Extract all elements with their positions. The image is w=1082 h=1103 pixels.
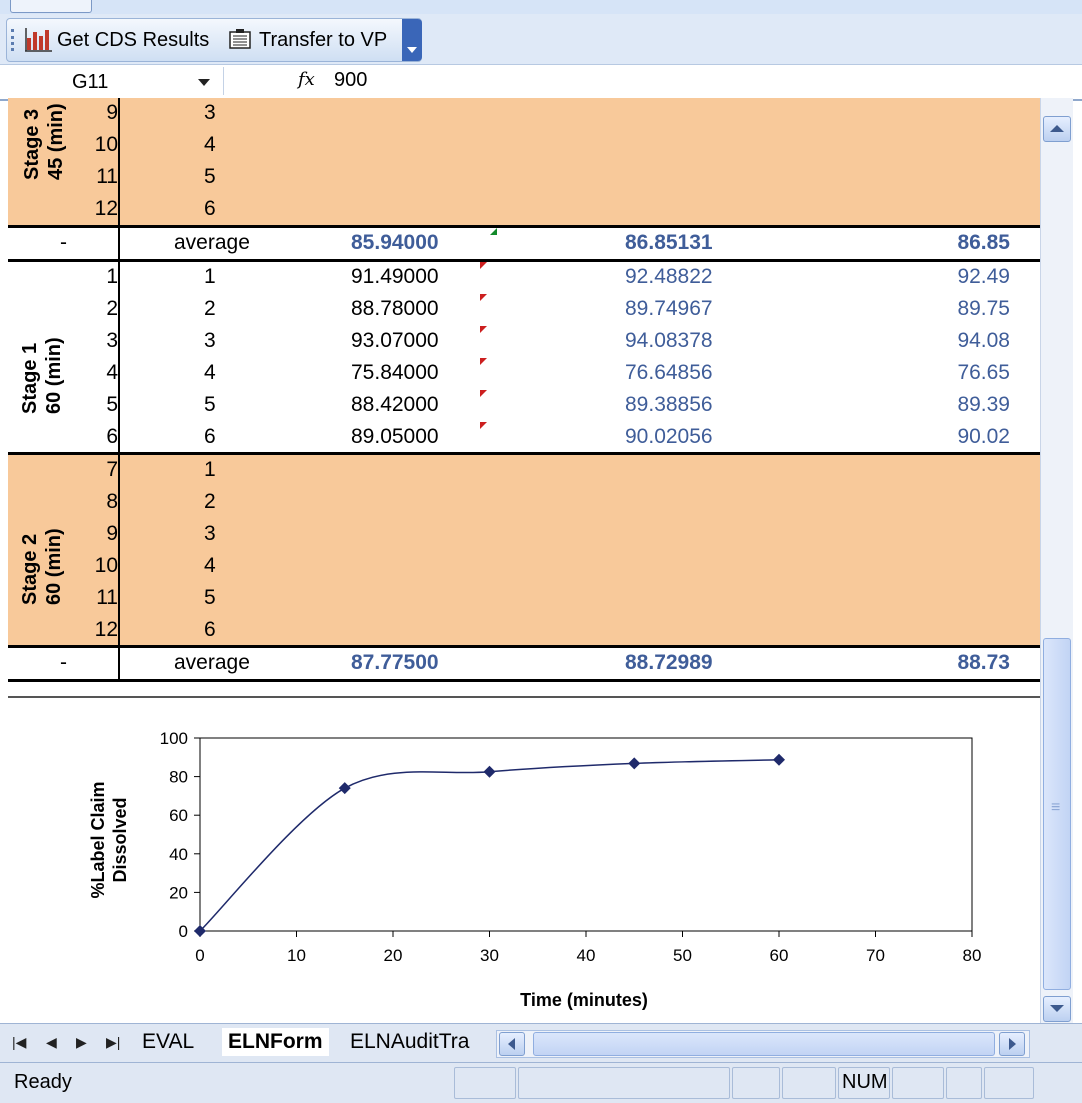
row-number: 10: [94, 133, 118, 156]
sheet-tab-bar: [0, 1023, 1082, 1062]
row-number: 1: [106, 265, 118, 288]
average-raw-value: 87.77500: [351, 651, 439, 674]
x-tick-label: 0: [195, 946, 205, 965]
table-row[interactable]: [8, 294, 1040, 326]
stage-45-label-line1: Stage 3: [21, 108, 43, 180]
y-tick-label: 20: [169, 883, 188, 903]
stage-1-block: [8, 262, 1040, 454]
average-rounded-value: 86.85: [957, 231, 1010, 254]
status-bar: [0, 1062, 1082, 1103]
status-pane: [732, 1067, 780, 1099]
average-label-cell: [8, 648, 120, 680]
horizontal-scroll-thumb[interactable]: [533, 1032, 995, 1056]
average-raw-value: 85.94000: [351, 231, 439, 254]
formula-bar: [0, 64, 1082, 101]
vertical-scroll-thumb[interactable]: [1043, 638, 1071, 990]
stage-1-label-line2: 60 (min): [43, 337, 65, 414]
row-number: 2: [106, 297, 118, 320]
plot-area: [200, 738, 972, 931]
row-number: 10: [94, 554, 118, 577]
vertical-scrollbar[interactable]: [1040, 98, 1073, 1023]
scroll-down-button[interactable]: [1043, 996, 1071, 1022]
vessel-number: 5: [204, 393, 216, 416]
get-cds-results-button[interactable]: [25, 25, 209, 55]
x-axis-ticks: [195, 931, 981, 965]
x-tick-label: 60: [769, 946, 789, 965]
raw-value: 91.49000: [351, 265, 439, 288]
bar-chart-icon: [25, 28, 53, 52]
vessel-number: 5: [204, 165, 216, 188]
status-pane: [454, 1067, 516, 1099]
table-row[interactable]: [8, 519, 1040, 551]
red-comment-flag-icon: [480, 390, 487, 397]
corrected-value: 89.38856: [625, 393, 713, 416]
vessel-number: 3: [204, 101, 216, 124]
stage-2-label-line2: 60 (min): [43, 528, 65, 605]
row-number: 8: [106, 490, 118, 513]
corrected-value: 92.48822: [625, 265, 713, 288]
row-number: 7: [106, 458, 118, 481]
custom-toolbar: [6, 18, 422, 62]
vessel-number: 1: [204, 458, 216, 481]
transfer-to-vp-button[interactable]: [227, 25, 387, 55]
row-number: 3: [106, 329, 118, 352]
rounded-value: 94.08: [957, 329, 1010, 352]
raw-value: 88.78000: [351, 297, 439, 320]
document-icon: [227, 28, 255, 52]
row-number: 5: [106, 393, 118, 416]
vessel-number: 2: [204, 297, 216, 320]
status-pane: [782, 1067, 836, 1099]
vessel-number: 6: [204, 425, 216, 448]
vessel-number: 1: [204, 265, 216, 288]
row-number: 4: [106, 361, 118, 384]
toolbar-options-chevron[interactable]: [402, 19, 422, 61]
average-corrected-value: 86.85131: [625, 231, 713, 254]
rounded-value: 89.75: [957, 297, 1010, 320]
num-lock-indicator: NUM: [842, 1071, 888, 1093]
raw-value: 88.42000: [351, 393, 439, 416]
y-axis-label-line2: Dissolved: [110, 797, 130, 883]
dissolution-chart[interactable]: [8, 700, 1040, 1022]
vessel-number: 6: [204, 197, 216, 220]
corrected-value: 90.02056: [625, 425, 713, 448]
get-cds-results-label: Get CDS Results: [57, 28, 210, 51]
function-icon[interactable]: fx: [298, 69, 315, 90]
toolbar-grip[interactable]: [11, 29, 17, 51]
formula-input[interactable]: 900: [334, 69, 368, 91]
vessel-number: 4: [204, 554, 216, 577]
x-tick-label: 30: [480, 946, 499, 965]
toolbar: [0, 14, 1082, 64]
scroll-left-button[interactable]: [499, 1032, 525, 1056]
table-row[interactable]: [8, 487, 1040, 519]
stage-45-block: [8, 98, 1040, 226]
y-tick-label: 100: [159, 729, 188, 748]
table-row[interactable]: [8, 422, 1040, 454]
stage-1-label-line1: Stage 1: [19, 342, 41, 414]
table-row[interactable]: [8, 194, 1040, 226]
vessel-number: 3: [204, 522, 216, 545]
y-tick-label: 60: [169, 806, 188, 826]
average-row[interactable]: [8, 648, 1040, 680]
status-pane: [984, 1067, 1034, 1099]
name-box[interactable]: [8, 67, 224, 95]
y-axis-label: [88, 781, 130, 898]
y-tick-label: 40: [169, 844, 188, 864]
chart-separator: [8, 696, 1040, 698]
red-comment-flag-icon: [480, 326, 487, 333]
raw-value: 93.07000: [351, 329, 439, 352]
red-comment-flag-icon: [480, 422, 487, 429]
rounded-value: 90.02: [957, 425, 1010, 448]
x-tick-label: 20: [383, 946, 403, 965]
worksheet-grid[interactable]: [8, 98, 1040, 688]
table-row[interactable]: [8, 262, 1040, 294]
rounded-value: 92.49: [957, 265, 1010, 288]
scroll-right-button[interactable]: [999, 1032, 1025, 1056]
corrected-value: 94.08378: [625, 329, 713, 352]
vessel-number: 6: [204, 618, 216, 641]
table-row[interactable]: [8, 162, 1040, 194]
x-axis-label: Time (minutes): [520, 990, 648, 1010]
stage-2-block: [8, 455, 1040, 647]
table-row[interactable]: [8, 390, 1040, 422]
x-tick-label: 10: [287, 946, 306, 965]
y-axis-ticks: [160, 729, 200, 941]
prev-sheet-icon[interactable]: ◀: [46, 1034, 57, 1050]
vessel-number: 4: [204, 361, 216, 384]
table-row[interactable]: [8, 551, 1040, 583]
next-sheet-icon[interactable]: ▶: [76, 1034, 87, 1050]
horizontal-scrollbar[interactable]: [496, 1030, 1030, 1058]
average-corrected-value: 88.72989: [625, 651, 713, 674]
status-ready: Ready: [14, 1071, 72, 1093]
last-sheet-icon[interactable]: ▶|: [106, 1034, 121, 1050]
tab-elnform[interactable]: ELNForm: [222, 1028, 329, 1056]
table-row[interactable]: [8, 358, 1040, 390]
row-number: 9: [106, 101, 118, 124]
average-label: average: [174, 651, 250, 674]
y-tick-label: 80: [169, 767, 188, 787]
row-number: 11: [96, 586, 118, 609]
raw-value: 89.05000: [351, 425, 439, 448]
vessel-number: 3: [204, 329, 216, 352]
x-tick-label: 50: [673, 946, 692, 965]
y-axis-label-line1: %Label Claim: [88, 781, 108, 899]
window-stub: [10, 0, 92, 13]
tab-eval[interactable]: EVAL: [142, 1030, 195, 1053]
table-row[interactable]: [8, 326, 1040, 358]
x-tick-label: 40: [576, 946, 596, 965]
red-comment-flag-icon: [480, 262, 487, 269]
average-row[interactable]: [8, 228, 1040, 260]
vessel-number: 5: [204, 586, 216, 609]
row-number: 9: [106, 522, 118, 545]
stage-45-label-line2: 45 (min): [45, 103, 67, 180]
row-number: 11: [96, 165, 118, 188]
rounded-value: 89.39: [957, 393, 1010, 416]
average-dash: -: [60, 651, 67, 674]
x-tick-label: 70: [866, 946, 885, 965]
chart-svg: [8, 700, 1040, 1022]
status-pane: [946, 1067, 982, 1099]
scroll-up-button[interactable]: [1043, 116, 1071, 142]
chevron-down-icon[interactable]: [198, 79, 210, 86]
stage-2-label-line1: Stage 2: [19, 533, 41, 605]
average-label-cell: [8, 228, 120, 260]
table-row[interactable]: [8, 455, 1040, 487]
x-tick-label: 80: [962, 946, 982, 965]
y-tick-label: 0: [178, 922, 188, 941]
table-row[interactable]: [8, 615, 1040, 647]
transfer-to-vp-label: Transfer to VP: [259, 28, 388, 51]
vessel-number: 2: [204, 490, 216, 513]
corrected-value: 89.74967: [625, 297, 713, 320]
first-sheet-icon[interactable]: |◀: [12, 1034, 27, 1050]
title-strip: [0, 0, 1082, 15]
row-number: 12: [94, 618, 118, 641]
green-comment-flag-icon: [490, 228, 497, 235]
table-row[interactable]: [8, 130, 1040, 162]
status-pane: [518, 1067, 730, 1099]
average-label: average: [174, 231, 250, 254]
divider: [8, 679, 1040, 682]
tab-elnaudittrail[interactable]: ELNAuditTra: [350, 1030, 470, 1053]
table-row[interactable]: [8, 583, 1040, 615]
average-dash: -: [60, 231, 67, 254]
corrected-value: 76.64856: [625, 361, 713, 384]
row-number: 6: [106, 425, 118, 448]
table-row[interactable]: [8, 98, 1040, 130]
cell-reference: G11: [72, 71, 109, 93]
status-pane: [892, 1067, 944, 1099]
red-comment-flag-icon: [480, 358, 487, 365]
average-rounded-value: 88.73: [957, 651, 1010, 674]
raw-value: 75.84000: [351, 361, 439, 384]
red-comment-flag-icon: [480, 294, 487, 301]
vessel-number: 4: [204, 133, 216, 156]
rounded-value: 76.65: [957, 361, 1010, 384]
row-number: 12: [94, 197, 118, 220]
